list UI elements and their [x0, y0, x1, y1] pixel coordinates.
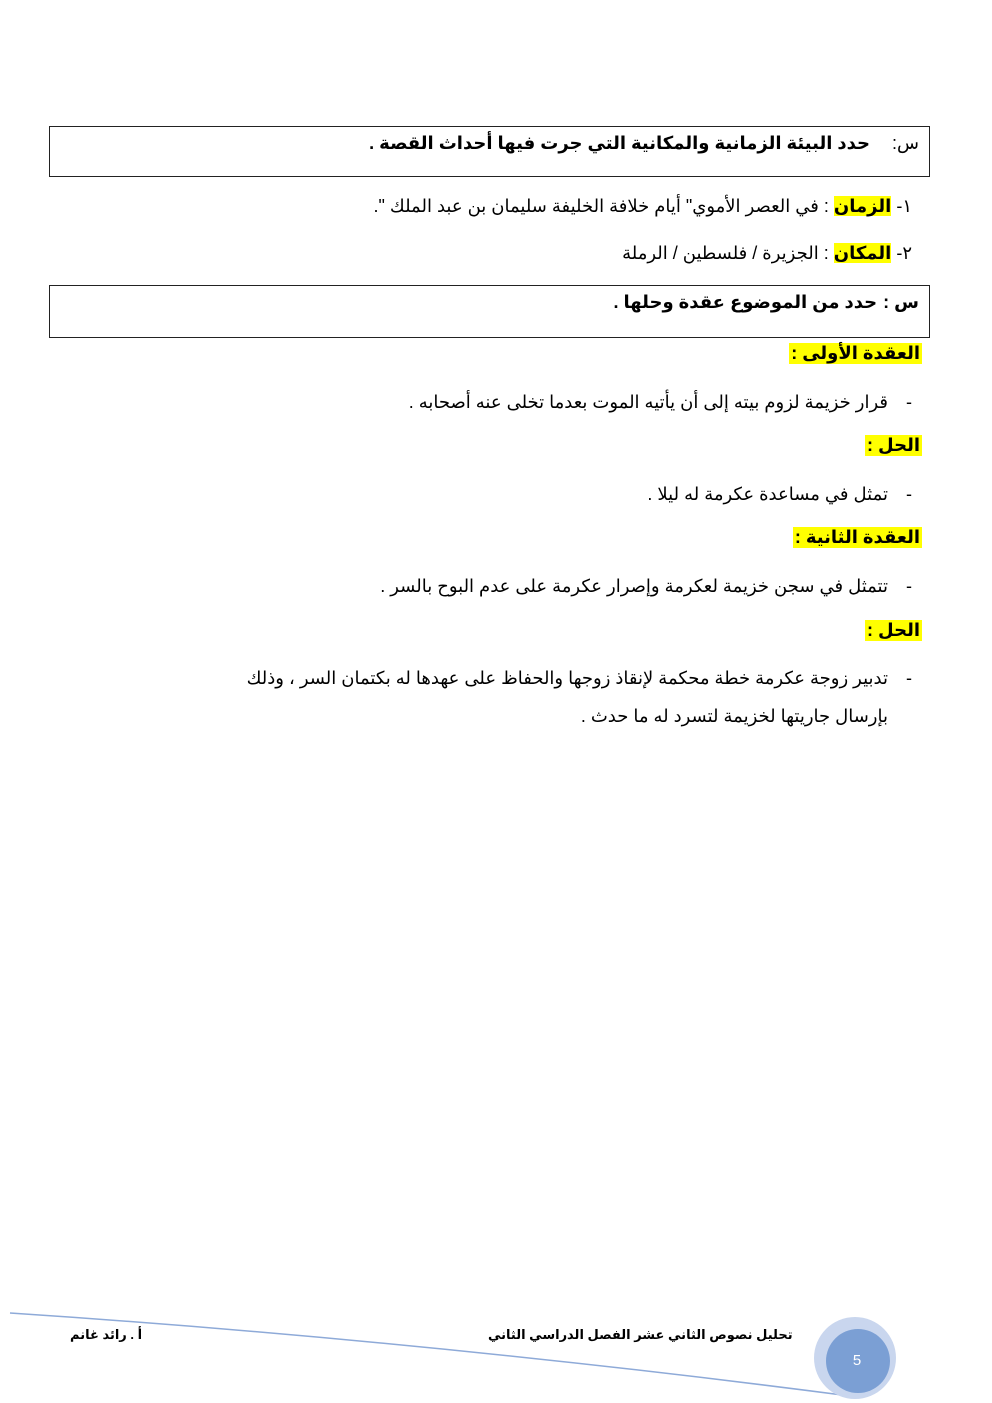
bullet-dash: -: [906, 576, 912, 596]
place-keyword: المكان: [833, 243, 892, 263]
knot1-heading: العقدة الأولى :: [791, 343, 920, 363]
footer-course-title: تحليل نصوص الثاني عشر الفصل الدراسي الثاني: [488, 1327, 793, 1342]
question-label: س :: [883, 292, 919, 312]
knot2-text: تتمثل في سجن خزيمة لعكرمة وإصرار عكرمة على عدم البوح بالسر .: [380, 576, 888, 596]
question-text: حدد البيئة الزمانية والمكانية التي جرت فيها أحداث القصة .: [369, 133, 871, 153]
solution2-heading: الحل :: [867, 620, 920, 640]
solution1-text: تمثل في مساعدة عكرمة له ليلا .: [647, 484, 888, 504]
solution1-heading: الحل :: [867, 435, 920, 455]
item-number: ١-: [896, 196, 912, 216]
place-text: : الجزيرة / فلسطين / الرملة: [622, 243, 829, 263]
time-text: : في العصر الأموي" أيام خلافة الخليفة سليمان بن عبد الملك ".: [373, 196, 829, 216]
question-label: س:: [892, 133, 919, 153]
knot2-heading: العقدة الثانية :: [794, 527, 920, 547]
page-number: 5: [852, 1351, 862, 1369]
knot1-text: قرار خزيمة لزوم بيته إلى أن يأتيه الموت بعدما تخلى عنه أصحابه .: [408, 392, 888, 412]
solution2-text-line1: تدبير زوجة عكرمة خطة محكمة لإنقاذ زوجها والحفاظ على عهدها له بكتمان السر ، وذلك: [246, 668, 888, 688]
bullet-dash: -: [906, 668, 912, 688]
footer-line: [10, 1313, 850, 1396]
footer-author: أ . رائد غانم: [70, 1327, 143, 1342]
bullet-dash: -: [906, 392, 912, 412]
solution2-text-line2: بإرسال جاريتها لخزيمة لتسرد له ما حدث .: [580, 706, 888, 726]
time-keyword: الزمان: [833, 196, 892, 216]
question-text: حدد من الموضوع عقدة وحلها .: [613, 292, 878, 312]
item-number: ٢-: [896, 243, 912, 263]
bullet-dash: -: [906, 484, 912, 504]
